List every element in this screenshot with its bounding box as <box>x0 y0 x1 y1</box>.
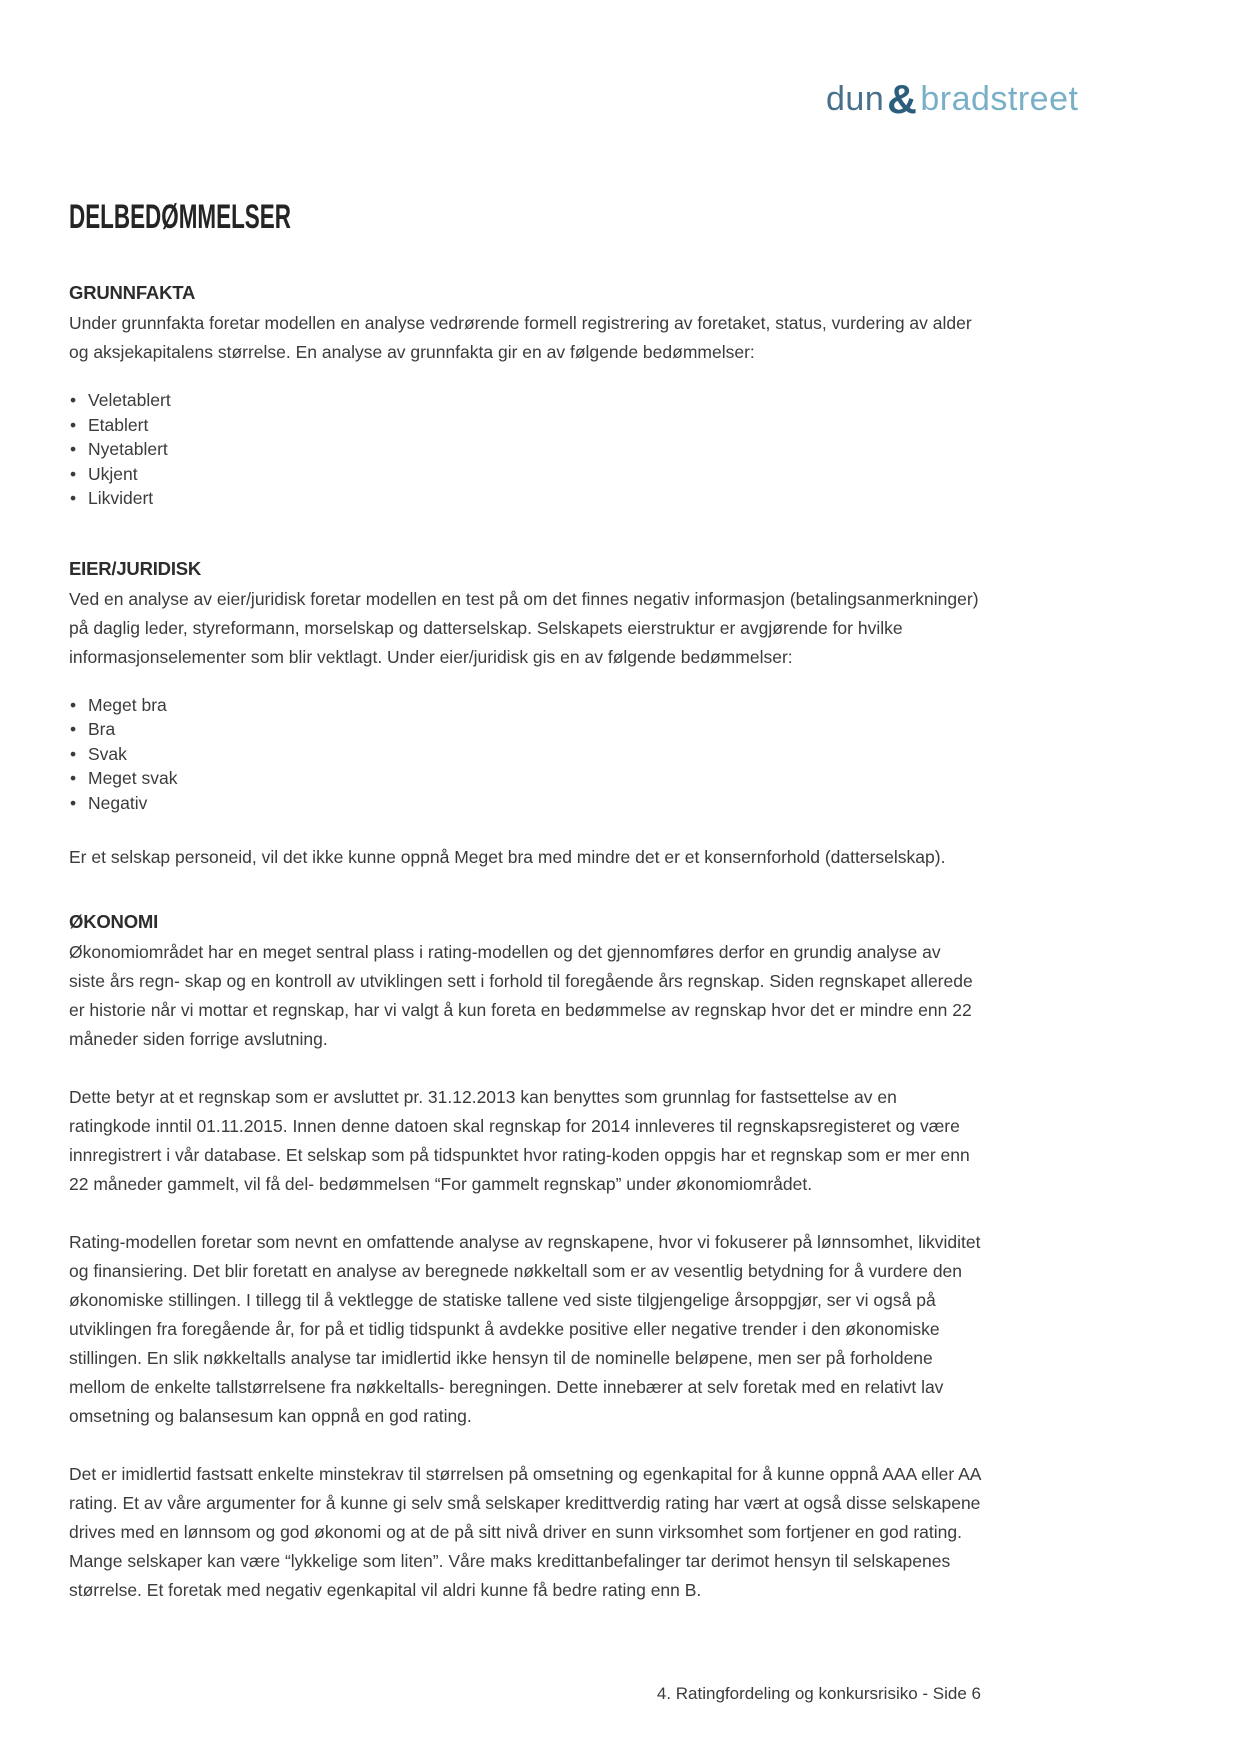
eier-juridisk-intro: Ved en analyse av eier/juridisk foretar modellen en test på om det finnes negativ informasjon (betalingsanmerkninger) på daglig leder, styreformann, morselskap og datterselskap. Selskapets eierstruktur er avgjørende for hvilke informasjonselementer som blir vektlagt. Under eier/juridisk gis en av følgende bedømmelser: <box>69 588 979 667</box>
page-title: DELBEDØMMELSER <box>69 198 291 236</box>
grunnfakta-intro: Under grunnfakta foretar modellen en analyse vedrørende formell registrering av foretaket, status, vurdering av alder og aksjekapitalens størrelse. En analyse av grunnfakta gir en av følgende bedømmelser: <box>69 313 972 362</box>
eier-juridisk-note: Er et selskap personeid, vil det ikke kunne oppnå Meget bra med mindre det er et konsernforhold (datterselskap). <box>69 847 946 867</box>
list-item: • Veletablert <box>69 388 981 413</box>
okonomi-paragraph-1: Økonomiområdet har en meget sentral plass i rating-modellen og det gjennomføres derfor en grundig analyse av siste års regn- skap og en kontroll av utviklingen sett i forhold til foregående års regnskap. Siden regnskapet allerede er historie når vi mottar et regnskap, har vi valgt å kun foreta en bedømmelse av regnskap hvor det er mindre enn 22 måneder siden forrige avslutning. <box>69 942 973 1049</box>
section-heading-eier-juridisk: EIER/JURIDISK <box>69 557 202 579</box>
list-item: • Bra <box>69 717 981 742</box>
list-item: • Meget bra <box>69 693 981 718</box>
list-item: • Likvidert <box>69 486 981 511</box>
logo-text-bradstreet: bradstreet <box>920 80 1079 118</box>
list-item: • Etablert <box>69 413 981 438</box>
list-item: • Svak <box>69 742 981 767</box>
okonomi-paragraph-3: Rating-modellen foretar som nevnt en omfattende analyse av regnskapene, hvor vi fokuserer på lønnsomhet, likviditet og finansiering. Det blir foretatt en analyse av beregnede nøkkeltall som er av vesentlig betydning for å vurdere den økonomiske stillingen. I tillegg til å vektlegge de statiske tallene ved siste tilgjengelige årsoppgjør, ser vi også på utviklingen fra foregående år, for på et tidlig tidspunkt å avdekke positive eller negative trender i den økonomiske stillingen. En slik nøkkeltalls analyse tar imidlertid ikke hensyn til de nominelle beløpene, men ser på forholdene mellom de enkelte tallstørrelsene fra nøkkeltalls- beregningen. Dette innebærer at selv foretak med en relativt lav omsetning og balansesum kan oppnå en god rating. <box>69 1232 981 1426</box>
grunnfakta-bullet-list <box>69 388 981 511</box>
eier-juridisk-bullet-list <box>69 693 981 816</box>
list-item: • Ukjent <box>69 462 981 487</box>
okonomi-paragraph-4: Det er imidlertid fastsatt enkelte minstekrav til størrelsen på omsetning og egenkapital for å kunne oppnå AAA eller AA rating. Et av våre argumenter for å kunne gi selv små selskaper kredittverdig rating har vært at også disse selskapene drives med en lønnsom og god økonomi og at de på sitt nivå driver en sunn virksomhet som fortjener en god rating. Mange selskaper kan være “lykkelige som liten”. Våre maks kredittanbefalinger tar derimot hensyn til selskapenes størrelse. Et foretak med negativ egenkapital vil aldri kunne få bedre rating enn B. <box>69 1464 981 1600</box>
section-heading-okonomi: ØKONOMI <box>69 911 159 932</box>
section-heading-grunnfakta: GRUNNFAKTA <box>69 282 196 303</box>
document-content <box>69 0 981 1605</box>
okonomi-paragraph-2: Dette betyr at et regnskap som er avsluttet pr. 31.12.2013 kan benyttes som grunnlag for fastsettelse av en ratingkode inntil 01.11.2015. Innen denne datoen skal regnskap for 2014 innleveres til regnskapsregisteret og være innregistrert i vår database. Et selskap som på tidspunktet hvor rating-koden oppgis har et regnskap som er mer enn 22 måneder gammelt, vil få del- bedømmelsen “For gammelt regnskap” under økonomiområdet. <box>69 1087 970 1194</box>
logo-text-dun: dun <box>826 80 885 118</box>
page-footer <box>69 1683 981 1705</box>
list-item: • Nyetablert <box>69 437 981 462</box>
logo-ampersand-icon: & <box>887 76 918 122</box>
list-item: • Meget svak <box>69 766 981 791</box>
list-item: • Negativ <box>69 791 981 816</box>
footer-page-label: 4. Ratingfordeling og konkursrisiko - Side 6 <box>656 1684 981 1703</box>
